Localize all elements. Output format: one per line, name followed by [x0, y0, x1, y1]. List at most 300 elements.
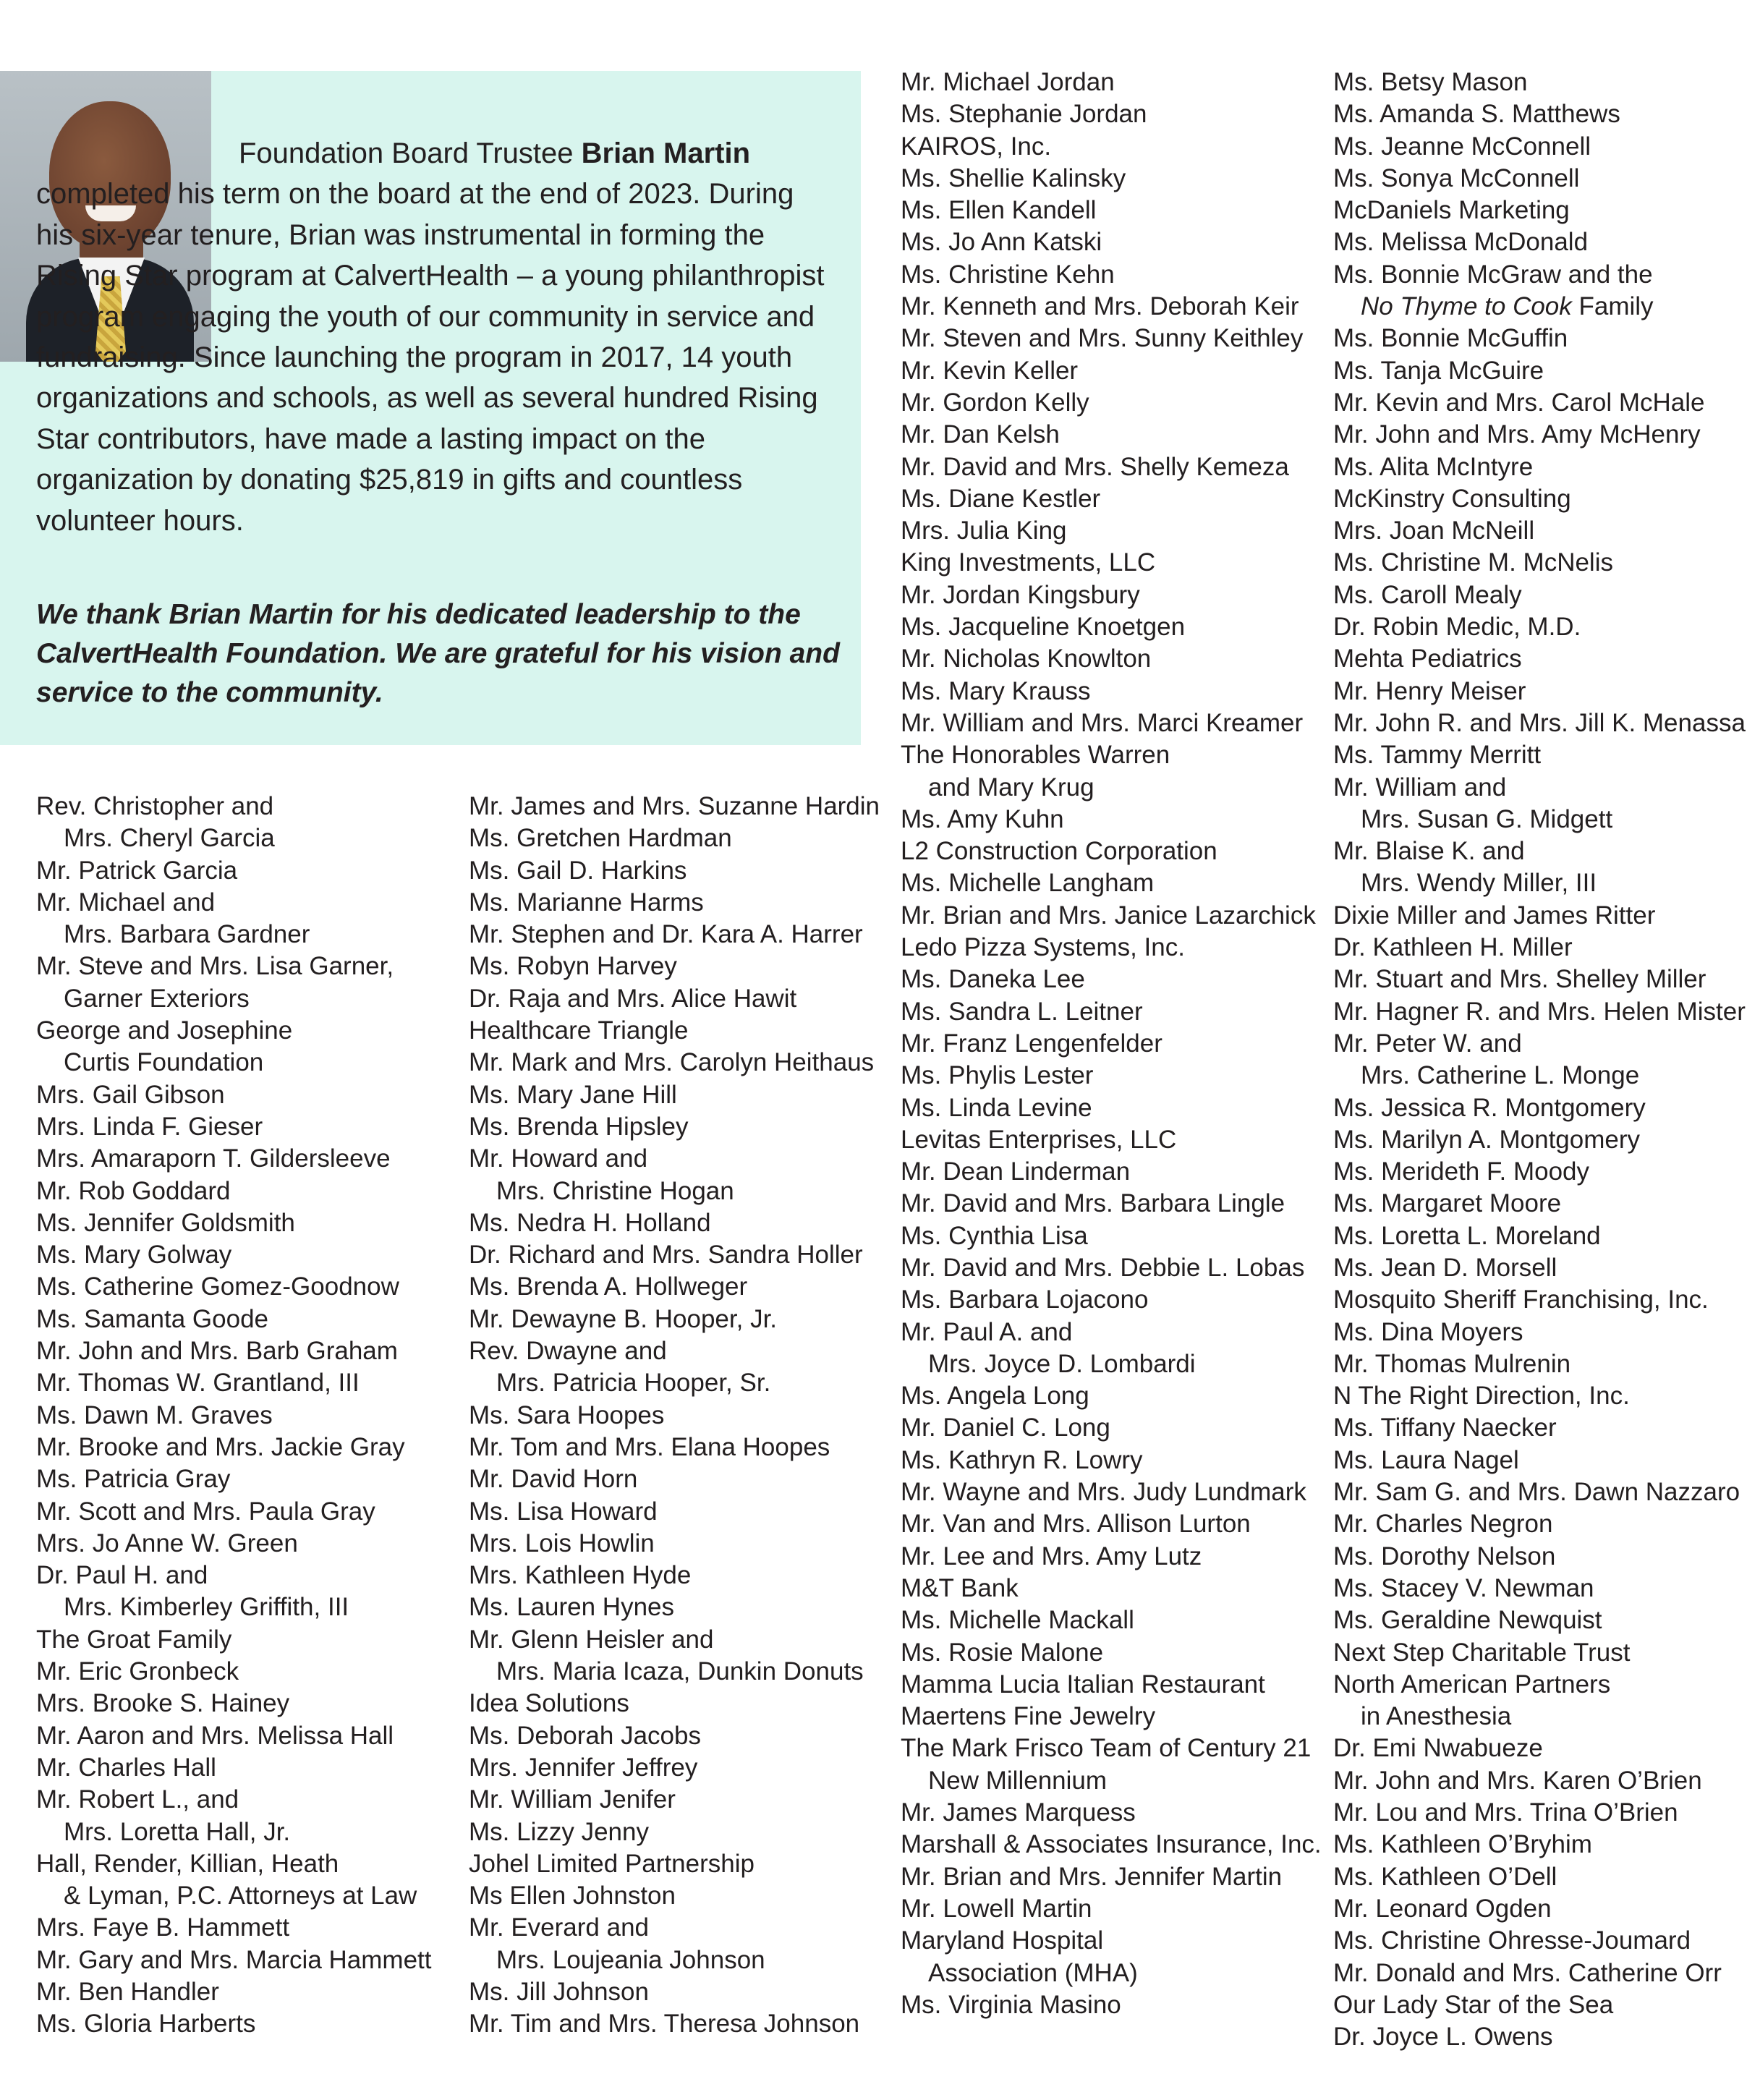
donor-name — [901, 996, 1327, 1028]
donor-text: Mrs. Catherine L. Monge — [1361, 1061, 1640, 1090]
donor-name — [901, 804, 1327, 836]
donor-name — [469, 1432, 896, 1463]
donor-text: Ms. Stacey V. Newman — [1333, 1573, 1594, 1602]
donor-name — [36, 1656, 463, 1688]
donor-text: Ms. Diane Kestler — [901, 484, 1101, 513]
donor-text: Mrs. Loujeania Johnson — [496, 1945, 765, 1974]
donor-name — [36, 1367, 463, 1399]
donor-text: Ms. Laura Nagel — [1333, 1445, 1519, 1474]
donor-name — [901, 195, 1327, 226]
donor-text: Ms. Christine M. McNelis — [1333, 548, 1613, 577]
donor-text: Mr. Donald and Mrs. Catherine Orr — [1333, 1958, 1722, 1987]
donor-name-continuation — [36, 983, 463, 1015]
donor-text: Ms. Brenda A. Hollweger — [469, 1272, 748, 1301]
donor-name — [1333, 515, 1747, 547]
trustee-name: Brian Martin — [581, 137, 750, 169]
donor-name — [469, 1239, 896, 1271]
donor-name — [1333, 739, 1747, 771]
donor-text: Mr. Daniel C. Long — [901, 1414, 1110, 1442]
donor-text: Mr. Brian and Mrs. Jennifer Martin — [901, 1862, 1283, 1891]
donor-name — [36, 1912, 463, 1944]
donor-name — [36, 1528, 463, 1560]
donor-text: Mrs. Kathleen Hyde — [469, 1561, 692, 1590]
donor-text: Dr. Richard and Mrs. Sandra Holler — [469, 1241, 863, 1270]
donor-name — [901, 1829, 1327, 1861]
donor-text: Mrs. Joan McNeill — [1333, 517, 1535, 545]
donor-name — [1333, 1541, 1747, 1573]
donor-text: Ms. Jean D. Morsell — [1333, 1253, 1557, 1282]
donor-name — [469, 1304, 896, 1335]
donor-text: Mr. Glenn Heisler and — [469, 1625, 714, 1654]
donor-text: Mr. David Horn — [469, 1465, 638, 1494]
donor-name — [469, 951, 896, 982]
donor-name — [1333, 163, 1747, 195]
donor-text: Mr. Michael and — [36, 888, 216, 917]
donor-name — [901, 1476, 1327, 1508]
donor-text: Mr. Aaron and Mrs. Melissa Hall — [36, 1721, 394, 1750]
donor-name — [901, 1541, 1327, 1573]
donor-text: Mr. Brian and Mrs. Janice Lazarchick — [901, 901, 1316, 930]
donor-text: Mr. Thomas Mulrenin — [1333, 1349, 1571, 1378]
donor-text: Ms. Jacqueline Knoetgen — [901, 613, 1186, 642]
donor-name — [901, 836, 1327, 867]
donor-name — [469, 1591, 896, 1623]
donor-text: No Thyme to Cook — [1361, 292, 1572, 321]
donor-name — [469, 1816, 896, 1848]
donor-name — [1333, 1124, 1747, 1156]
donor-name — [469, 1463, 896, 1495]
donor-text: Ms. Phylis Lester — [901, 1061, 1094, 1090]
donor-text: Ms. Angela Long — [901, 1382, 1089, 1411]
donor-text: Mrs. Faye B. Hammett — [36, 1913, 290, 1942]
donor-name-continuation — [469, 1944, 896, 1976]
donor-text: Ms. Betsy Mason — [1333, 68, 1528, 96]
donor-name — [901, 547, 1327, 579]
donor-name — [469, 2008, 896, 2040]
donor-text: Mr. Thomas W. Grantland, III — [36, 1369, 360, 1398]
donor-name — [901, 1284, 1327, 1316]
donor-name — [1333, 643, 1747, 675]
donor-text: Garner Exteriors — [64, 984, 250, 1013]
donor-name — [901, 611, 1327, 643]
donor-name — [901, 387, 1327, 419]
donor-text: Dr. Emi Nwabueze — [1333, 1734, 1543, 1763]
donor-name — [36, 1304, 463, 1335]
donor-text: McKinstry Consulting — [1333, 484, 1571, 513]
donor-text: Ms. Kathleen O’Bryhim — [1333, 1830, 1592, 1859]
donor-text: N The Right Direction, Inc. — [1333, 1382, 1630, 1411]
donor-name — [1333, 355, 1747, 387]
donor-text: Ms. Melissa McDonald — [1333, 228, 1589, 257]
donor-name-continuation — [901, 1957, 1327, 1989]
donor-name-continuation — [1333, 804, 1747, 836]
donor-name — [1333, 1604, 1747, 1636]
donor-text: Mr. Tim and Mrs. Theresa Johnson — [469, 2010, 860, 2039]
donor-text: Mrs. Kimberley Griffith, III — [64, 1593, 349, 1622]
donor-name — [36, 1239, 463, 1271]
donor-text: Ms. Robyn Harvey — [469, 952, 677, 981]
donor-name — [901, 1508, 1327, 1540]
donor-name — [1333, 547, 1747, 579]
donor-text: Ms. Merideth F. Moody — [1333, 1157, 1589, 1186]
donor-text: Mrs. Barbara Gardner — [64, 920, 310, 949]
donor-name-continuation — [469, 1656, 896, 1688]
donor-name — [901, 1445, 1327, 1476]
donor-name — [901, 1156, 1327, 1188]
donor-name — [901, 739, 1327, 771]
donor-text: Mr. Robert L., and — [36, 1785, 239, 1814]
donor-name-continuation — [36, 822, 463, 854]
donor-name — [1333, 1733, 1747, 1764]
donor-text: Ms. Jessica R. Montgomery — [1333, 1093, 1646, 1122]
donor-name — [469, 919, 896, 951]
donor-name — [901, 1092, 1327, 1124]
donor-text: Ms. Kathleen O’Dell — [1333, 1862, 1557, 1891]
donor-text: Mr. Brooke and Mrs. Jackie Gray — [36, 1432, 405, 1461]
donor-name — [36, 1752, 463, 1784]
donor-name — [1333, 1156, 1747, 1188]
donor-text: Mr. Dean Linderman — [901, 1157, 1131, 1186]
donor-text: The Groat Family — [36, 1625, 232, 1654]
donor-text: Ms. Michelle Mackall — [901, 1606, 1134, 1635]
donor-text: Maertens Fine Jewelry — [901, 1702, 1156, 1731]
donor-text: Mr. Stuart and Mrs. Shelley Miller — [1333, 965, 1706, 994]
donor-name-continuation — [469, 1176, 896, 1207]
donor-name — [1333, 1861, 1747, 1893]
donor-text: Mr. Blaise K. and — [1333, 837, 1525, 866]
donor-name — [1333, 707, 1747, 739]
donor-text: Mr. William Jenifer — [469, 1785, 676, 1814]
donor-text: Mr. Rob Goddard — [36, 1176, 231, 1205]
donor-text: Ms. Patricia Gray — [36, 1465, 231, 1494]
donor-name-continuation — [901, 1765, 1327, 1797]
donor-name — [1333, 131, 1747, 163]
donor-name — [36, 1432, 463, 1463]
donor-name — [901, 98, 1327, 130]
donor-text: Ms. Lizzy Jenny — [469, 1817, 649, 1846]
donor-text: Curtis Foundation — [64, 1048, 264, 1077]
donor-name — [36, 1463, 463, 1495]
donor-text: and Mary Krug — [928, 773, 1094, 802]
donor-name — [1333, 1188, 1747, 1220]
donor-name — [469, 1207, 896, 1239]
donor-name — [901, 676, 1327, 707]
donor-text: The Honorables Warren — [901, 741, 1170, 770]
donor-name — [36, 1400, 463, 1432]
donor-text: Mrs. Cheryl Garcia — [64, 824, 275, 853]
donor-name — [1333, 1765, 1747, 1797]
donor-name-continuation — [36, 1591, 463, 1623]
donor-text: Mr. John and Mrs. Karen O’Brien — [1333, 1766, 1702, 1795]
donor-text: Ms. Mary Golway — [36, 1241, 232, 1270]
donor-name — [1333, 1893, 1747, 1925]
donor-text: Next Step Charitable Trust — [1333, 1638, 1631, 1667]
donor-text: Mr. Wayne and Mrs. Judy Lundmark — [901, 1478, 1306, 1507]
donor-name — [901, 964, 1327, 995]
donor-text: Mr. Gordon Kelly — [901, 388, 1089, 417]
donor-text: Ms. Bonnie McGuffin — [1333, 324, 1568, 353]
donor-text: Mrs. Jo Anne W. Green — [36, 1529, 298, 1557]
donor-text: Ms. Jennifer Goldsmith — [36, 1208, 295, 1237]
donor-name — [1333, 1348, 1747, 1380]
donor-name — [469, 1720, 896, 1752]
donor-name — [1333, 1412, 1747, 1444]
donor-text: Mrs. Susan G. Midgett — [1361, 804, 1613, 833]
donor-text: Mr. Michael Jordan — [901, 68, 1115, 96]
donor-text: Dr. Robin Medic, M.D. — [1333, 613, 1581, 642]
donor-text: Mrs. Lois Howlin — [469, 1529, 655, 1557]
donor-name — [901, 1893, 1327, 1925]
donor-text: Mr. David and Mrs. Shelly Kemeza — [901, 452, 1289, 481]
donor-text: Mr. Eric Gronbeck — [36, 1657, 239, 1686]
donor-text: Ms. Margaret Moore — [1333, 1189, 1562, 1218]
donor-name — [469, 1015, 896, 1047]
donor-text: Ms. Lauren Hynes — [469, 1593, 675, 1622]
donor-name — [901, 1317, 1327, 1348]
donor-name — [901, 1380, 1327, 1412]
donor-text: Mr. Lee and Mrs. Amy Lutz — [901, 1542, 1202, 1570]
donor-text: Healthcare Triangle — [469, 1016, 689, 1045]
donor-text: Mrs. Patricia Hooper, Sr. — [496, 1369, 771, 1398]
donor-text: Mr. John and Mrs. Barb Graham — [36, 1337, 398, 1366]
donor-text: Ms. Marilyn A. Montgomery — [1333, 1125, 1640, 1154]
donor-text: Ms. Shellie Kalinsky — [901, 163, 1126, 192]
donor-text: Ms. Mary Krauss — [901, 676, 1091, 705]
donor-name — [469, 855, 896, 887]
donor-name — [901, 707, 1327, 739]
donor-text: Ms. Nedra H. Holland — [469, 1208, 711, 1237]
donor-text: Rev. Dwayne and — [469, 1337, 667, 1366]
donor-text: Rev. Christopher and — [36, 792, 274, 820]
donor-text: Mr. Kevin Keller — [901, 356, 1079, 385]
donor-name — [1333, 195, 1747, 226]
donor-name — [36, 951, 463, 982]
donor-name — [1333, 419, 1747, 451]
donor-text: Mr. James and Mrs. Suzanne Hardin — [469, 792, 880, 820]
donor-text: Mr. William and Mrs. Marci Kreamer — [901, 708, 1304, 737]
donor-text: Mr. Sam G. and Mrs. Dawn Nazzaro — [1333, 1478, 1740, 1507]
donor-text: Mehta Pediatrics — [1333, 645, 1522, 673]
donor-text: Mrs. Christine Hogan — [496, 1176, 734, 1205]
donor-text: Dixie Miller and James Ritter — [1333, 901, 1656, 930]
donor-name — [901, 1252, 1327, 1284]
donor-text-suffix: Family — [1571, 292, 1654, 321]
donor-text: Mr. Van and Mrs. Allison Lurton — [901, 1510, 1251, 1539]
donor-name — [1333, 1797, 1747, 1829]
donor-text: Dr. Kathleen H. Miller — [1333, 933, 1573, 962]
donor-text: Mr. Stephen and Dr. Kara A. Harrer — [469, 920, 863, 949]
donor-text: Ms. Caroll Mealy — [1333, 580, 1522, 609]
donor-name — [1333, 932, 1747, 964]
donor-text: Idea Solutions — [469, 1689, 629, 1718]
donor-text: Ms. Rosie Malone — [901, 1638, 1104, 1667]
donor-name — [1333, 900, 1747, 932]
donor-text: Mrs. Gail Gibson — [36, 1080, 225, 1109]
donor-text: Mr. Patrick Garcia — [36, 856, 238, 885]
donor-text: Ms. Sandra L. Leitner — [901, 997, 1143, 1026]
donor-name — [36, 1176, 463, 1207]
donor-name — [901, 1701, 1327, 1733]
donor-text: Mr. Tom and Mrs. Elana Hoopes — [469, 1432, 830, 1461]
donor-name — [1333, 387, 1747, 419]
donor-text: Dr. Raja and Mrs. Alice Hawit — [469, 984, 797, 1013]
donor-name — [36, 1720, 463, 1752]
donor-text: Mrs. Maria Icaza, Dunkin Donuts — [496, 1657, 864, 1686]
donor-name — [901, 1669, 1327, 1701]
donor-text: Ms. Alita McIntyre — [1333, 452, 1534, 481]
donor-name — [1333, 1573, 1747, 1604]
donor-text: Mr. Charles Hall — [36, 1753, 216, 1782]
donor-text: Mrs. Loretta Hall, Jr. — [64, 1817, 291, 1846]
donor-text: Mr. Hagner R. and Mrs. Helen Mister — [1333, 997, 1746, 1026]
donor-name — [1333, 676, 1747, 707]
donor-text: Mrs. Amaraporn T. Gildersleeve — [36, 1144, 391, 1173]
donor-text: Mr. Leonard Ogden — [1333, 1894, 1552, 1923]
donor-name — [1333, 2021, 1747, 2053]
donor-name — [469, 1624, 896, 1656]
donor-text: Mr. Charles Negron — [1333, 1510, 1553, 1539]
donor-text: M&T Bank — [901, 1573, 1019, 1602]
donor-name — [36, 1271, 463, 1303]
donor-name — [36, 2008, 463, 2040]
donor-name-continuation — [469, 1367, 896, 1399]
donor-text: Mr. David and Mrs. Debbie L. Lobas — [901, 1253, 1305, 1282]
donor-text: Mr. Peter W. and — [1333, 1029, 1522, 1058]
donor-name — [1333, 772, 1747, 804]
donor-text: Mr. Dewayne B. Hooper, Jr. — [469, 1304, 778, 1333]
donor-text: McDaniels Marketing — [1333, 196, 1570, 225]
donor-text: Ms. Jo Ann Katski — [901, 228, 1102, 257]
donor-name — [901, 1573, 1327, 1604]
donor-text: Mr. William and — [1333, 773, 1507, 802]
donor-name — [36, 1335, 463, 1367]
donor-text: Ms. Geraldine Newquist — [1333, 1606, 1602, 1635]
donor-name — [901, 867, 1327, 899]
donor-text: Mrs. Jennifer Jeffrey — [469, 1753, 698, 1782]
donor-name — [1333, 1220, 1747, 1252]
donor-text: Ms. Jeanne McConnell — [1333, 132, 1591, 161]
donor-name-continuation — [1333, 1701, 1747, 1733]
donor-name — [901, 1412, 1327, 1444]
donor-name — [901, 483, 1327, 515]
donor-text: Mr. Dan Kelsh — [901, 420, 1060, 449]
donor-text: Ms. Samanta Goode — [36, 1304, 268, 1333]
donor-name — [901, 579, 1327, 611]
donor-name — [469, 1111, 896, 1143]
donor-text: Ms. Michelle Langham — [901, 869, 1155, 898]
donor-text: Ms. Kathryn R. Lowry — [901, 1445, 1143, 1474]
donor-name — [901, 1797, 1327, 1829]
donor-name — [901, 419, 1327, 451]
donor-text: Ms. Barbara Lojacono — [901, 1285, 1149, 1314]
donor-name — [1333, 226, 1747, 258]
donor-text: Ms. Gretchen Hardman — [469, 824, 732, 853]
donor-text: Ms. Daneka Lee — [901, 965, 1085, 994]
donor-name — [36, 1111, 463, 1143]
donor-text: George and Josephine — [36, 1016, 293, 1045]
trustee-tribute-text — [36, 133, 832, 541]
donor-text: Mr. Jordan Kingsbury — [901, 580, 1140, 609]
donor-name — [469, 1784, 896, 1816]
donor-name — [36, 1496, 463, 1528]
donor-text: Mr. Henry Meiser — [1333, 676, 1526, 705]
donor-text: KAIROS, Inc. — [901, 132, 1052, 161]
donor-name — [469, 1143, 896, 1175]
donor-name — [901, 515, 1327, 547]
donor-text: Mr. Lowell Martin — [901, 1894, 1092, 1923]
donor-text: Marshall & Associates Insurance, Inc. — [901, 1830, 1322, 1859]
donor-name — [36, 791, 463, 822]
donor-name — [901, 226, 1327, 258]
donor-name-continuation — [36, 1816, 463, 1848]
donor-text: Mr. Paul A. and — [901, 1317, 1073, 1346]
donor-name — [1333, 451, 1747, 483]
donor-text: Mr. John and Mrs. Amy McHenry — [1333, 420, 1701, 449]
donor-text: Ms. Sonya McConnell — [1333, 163, 1580, 192]
donor-name — [901, 323, 1327, 354]
donor-name — [901, 1925, 1327, 1957]
donor-name — [901, 1604, 1327, 1636]
donor-column-3 — [901, 67, 1327, 2021]
donor-column-2 — [469, 791, 896, 2041]
donor-text: Mr. Scott and Mrs. Paula Gray — [36, 1497, 375, 1526]
intro-prefix: Foundation Board Trustee — [239, 137, 582, 169]
donor-name — [36, 1688, 463, 1719]
donor-name — [901, 1861, 1327, 1893]
donor-name — [469, 1400, 896, 1432]
donor-text: Mr. David and Mrs. Barbara Lingle — [901, 1189, 1285, 1218]
donor-text: Mrs. Julia King — [901, 517, 1067, 545]
donor-text: Ms. Ellen Kandell — [901, 196, 1097, 225]
donor-text: Mrs. Joyce D. Lombardi — [928, 1349, 1196, 1378]
donor-text: Ms. Mary Jane Hill — [469, 1080, 677, 1109]
donor-name — [469, 1752, 896, 1784]
donor-text: Mr. Gary and Mrs. Marcia Hammett — [36, 1945, 432, 1974]
donor-name-continuation — [1333, 867, 1747, 899]
donor-text: Mamma Lucia Italian Restaurant — [901, 1670, 1265, 1699]
donor-text: Ms. Stephanie Jordan — [901, 100, 1147, 129]
donor-name — [469, 1047, 896, 1079]
donor-name — [469, 887, 896, 919]
donor-text: Ms. Gail D. Harkins — [469, 856, 687, 885]
donor-name — [901, 67, 1327, 98]
donor-name — [1333, 996, 1747, 1028]
donor-name — [469, 1560, 896, 1591]
donor-text: Ms. Dorothy Nelson — [1333, 1542, 1556, 1570]
donor-text: Mr. Nicholas Knowlton — [901, 645, 1152, 673]
donor-text: Ms. Amy Kuhn — [901, 804, 1064, 833]
donor-name — [36, 1207, 463, 1239]
intro-body: completed his term on the board at the end of 2023. During his six-year tenure, Brian was instrumental in forming the Rising Star program at CalvertHealth – a young philanthropist program engaging the youth of our community in service and fundraising. Since launching the program in 2017, 14 youth organizations and schools, as well as several hundred Rising Star contributors, have made a lasting impact on the organization by donating $25,819 in gifts and countless volunteer hours. — [36, 178, 825, 537]
donor-text: Association (MHA) — [928, 1958, 1138, 1987]
donor-name — [36, 1944, 463, 1976]
donor-name — [901, 900, 1327, 932]
donor-text: Mr. Steve and Mrs. Lisa Garner, — [36, 952, 394, 981]
donor-name — [1333, 1669, 1747, 1701]
donor-column-4 — [1333, 67, 1747, 2053]
donor-name — [901, 1989, 1327, 2021]
donor-name — [469, 1976, 896, 2008]
donor-text: Ms. Gloria Harberts — [36, 2010, 256, 2039]
donor-name — [1333, 1508, 1747, 1540]
donor-name — [901, 1733, 1327, 1764]
donor-text: Johel Limited Partnership — [469, 1849, 755, 1878]
donor-name-continuation — [901, 772, 1327, 804]
donor-column-1 — [36, 791, 463, 2041]
trustee-feature-box — [0, 71, 861, 745]
donor-text: Ledo Pizza Systems, Inc. — [901, 933, 1185, 962]
donor-name — [36, 855, 463, 887]
